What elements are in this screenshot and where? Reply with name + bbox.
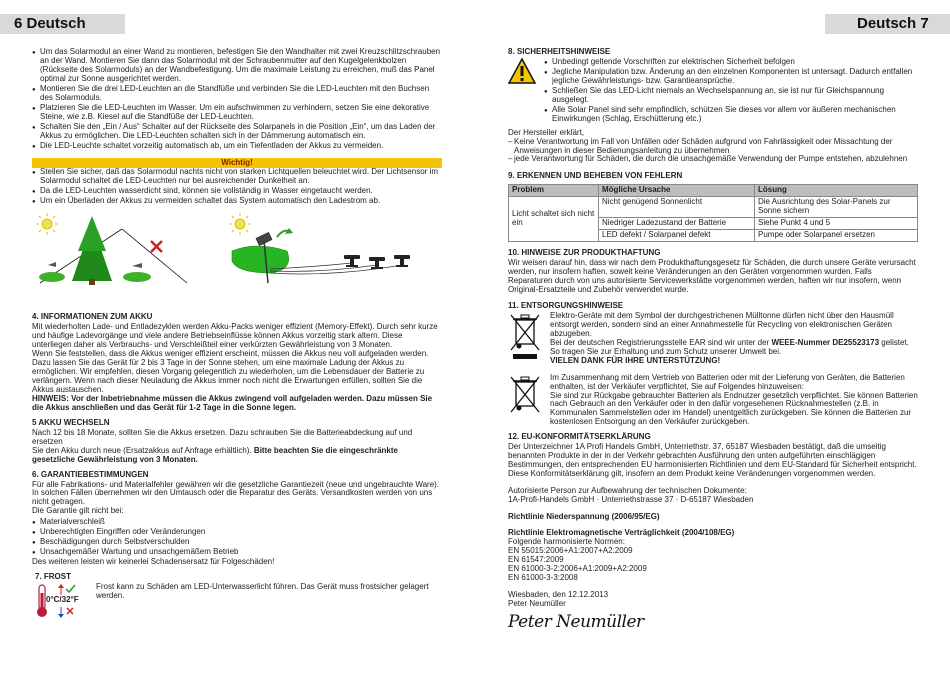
troubleshooting-table <box>508 184 918 242</box>
weee-row <box>508 312 918 366</box>
section-12-title: 12. EU-KONFORMITÄTSERKLÄRUNG <box>508 432 651 442</box>
list-item: ● Da die LED-Leuchten wasserdicht sind, können sie vollständig in Wasser eingetaucht werden. <box>32 187 442 196</box>
installation-steps <box>32 48 442 150</box>
section-8-text: Der Hersteller erklärt, <box>508 127 585 137</box>
table-cell: Pumpe oder Solarpanel ersetzen <box>755 230 918 242</box>
table-cell: Niedriger Ladezustand der Batterie <box>599 218 755 230</box>
list-item: ● Beschädigungen durch Selbstverschulden <box>32 538 442 547</box>
list-item: ● Schließen Sie das LED-Licht niemals an Wechselspannung an, sie ist nur für Gleichspannung ausgelegt. <box>544 87 918 105</box>
section-6-title: 6. GARANTIEBESTIMMUNGEN <box>32 469 149 479</box>
led-light-icon <box>344 255 410 269</box>
cross-icon <box>151 241 162 252</box>
section-4-text-2: Wenn Sie feststellen, dass die Akkus weniger effizient erscheint, müssen die Akkus neu voll aufgeladen werden. Dazu lassen Sie das Gerät für 2 bis 3 Tage in der Sonne stehen, um eine maximale Ladung der Akkus zu ermöglichen. Wir empfehlen, diesen Vorgang gelegentlich zu wiederholen, um die Lebensdauer der Batterie zu verlängern. Wenn nach dieser Neuladung die Akkus immer noch nicht die Erwartungen erfüllen, sollten Sie die Akkus austauschen. <box>32 349 429 394</box>
section-10-title: 10. HINWEISE ZUR PRODUKTHAFTUNG <box>508 248 661 258</box>
page-header-left: 6 Deutsch <box>0 14 125 34</box>
table-header: Problem <box>509 185 599 197</box>
solar-setup-drawing <box>32 211 442 307</box>
section-8-title: 8. SICHERHEITSHINWEISE <box>508 47 611 56</box>
battery-row <box>508 374 918 428</box>
thanks-text: VIELEN DANK FÜR IHRE UNTERSTÜTZUNG! <box>550 355 721 365</box>
section-10-text: Wir weisen darauf hin, dass wir nach dem Produkthaftungsgesetz für Schäden, die durch unsere Geräte verursacht werden, nur insofern haften, soweit keine Veränderungen an den Geräten vorgenommen wurden. Falls Reparaturen durch von uns autorisierte Servicewerkstätte vorgenommen werden, haften wir nur insofern, wenn Original-Ersatzteile und Zubehör verwendet wurde. <box>508 258 916 294</box>
section-4-hint: HINWEIS: Vor der Inbetriebnahme müssen die Akkus zwingend voll aufgeladen werden. Dazu müssen Sie die Akkus anschließen und das Gerät für 1-2 Tage in die Sonne legen. <box>32 393 433 412</box>
list-item: ● Um ein Überladen der Akkus zu vermeiden schaltet das System automatisch den Ladestrom ab. <box>32 197 442 206</box>
section-11-text-3: Im Zusammenhang mit dem Vertrieb von Batterien oder mit der Lieferung von Geräten, die Batterien enthalten, ist der Verkäufer verpflichtet, Sie auf Folgendes hinzuweisen: <box>550 372 905 391</box>
signatory-name: Peter Neumüller <box>508 598 566 608</box>
list-item: – jede Verantwortung für Schäden, die durch die unsachgemäße Verwendung der Pumpe entstehen, abzulehnen <box>508 155 918 164</box>
safety-row <box>508 58 918 125</box>
weee-number: WEEE-Nummer DE25523173 <box>771 337 880 347</box>
section-11-title: 11. ENTSORGUNGSHINWEISE <box>508 300 624 310</box>
section-12-auth: Autorisierte Person zur Aufbewahrung der technischen Dokumente: <box>508 486 747 496</box>
list-item: ● Materialverschleiß <box>32 518 442 527</box>
norm-item: EN 61000-3-2:2006+A1:2009+A2:2009 <box>508 563 647 573</box>
warning-banner: Wichtig! <box>32 158 442 168</box>
section-12-text: Der Unterzeichner 1A Profi Handels GmbH, Unterriethstr. 37, 65187 Wiesbaden bestätigt, daß die umseitig benannten Produkte in der in der Verkehr gebrachten Ausführung den unten aufgeführten einschlägigen Bestimmungen, den entsprechenden EU harmonisierten Richtlinien und dem EU-Standard für Sicherheit entspricht. <box>508 442 917 470</box>
table-row <box>509 197 918 218</box>
norm-item: EN 55015:2006+A1:2007+A2:2009 <box>508 545 633 555</box>
list-item: ● Unbedingt geltende Vorschriften zur elektrischen Sicherheit befolgen <box>544 58 918 67</box>
list-item: ● Montieren Sie die drei LED-Leuchten an die Standfüße und verbinden Sie die LED-Leuchten mit den Buchsen des Solarmoduls. <box>32 85 442 103</box>
table-cell: Siehe Punkt 4 und 5 <box>755 218 918 230</box>
directive-low-voltage: Richtlinie Niederspannung (2006/95/EG) <box>508 511 660 521</box>
section-5-text-2 <box>32 447 442 465</box>
sun-icon <box>36 213 58 235</box>
thermometer-icon <box>32 583 88 619</box>
manufacturer-disclaimer <box>508 138 918 165</box>
left-column <box>32 48 442 619</box>
list-item: ● Um das Solarmodul an einer Wand zu montieren, befestigen Sie den Wandhalter mit zwei Kreuzschlitzschrauben an der Wand. Montieren Sie dann das Solarmodul mit der Schraubenmutter auf den Kugelgelenkbolzen (Rückseite des Solarmoduls) an der Wandbefestigung. Um die maximale Leistung zu erreichen, muß das Panel optimal zur Sonne ausgerichtet werden. <box>32 48 442 84</box>
safety-list <box>544 58 918 125</box>
table-header: Mögliche Ursache <box>599 185 755 197</box>
section-11-text-2 <box>550 339 918 357</box>
section-12-auth-2: 1A-Profi-Handels GmbH · Unterriethstrasse 37 · D-65187 Wiesbaden <box>508 495 754 505</box>
warning-list <box>32 168 442 206</box>
list-item: – Keine Verantwortung im Fall von Unfällen oder Schäden aufgrund von Fahrlässigkeit oder Missachtung der Anweisungen in dieser Bedienungsanleitung zu übernehmen <box>508 138 918 156</box>
list-item: ● Unsachgemäßer Wartung und unsachgemäßem Betrieb <box>32 548 442 557</box>
table-cell: Nicht genügend Sonnenlicht <box>599 197 755 218</box>
right-column <box>508 48 918 632</box>
weee-text-a: Bei der deutschen Registrierungsstelle EAR sind wir unter der <box>550 337 772 347</box>
weee-text-b: gelistet. So tragen Sie zur Erhaltung und zum Schutz unserer Umwelt bei. <box>550 337 909 356</box>
list-item: ● Platzieren Sie die LED-Leuchten im Wasser. Um ein aufschwimmen zu verhindern, setzen Sie eine dekorative Steine, wie z.B. Kiesel auf die Standfüße der LED-Leuchten. <box>32 104 442 122</box>
tree-icon <box>72 216 112 285</box>
directive-emc: Richtlinie Elektromagnetische Verträglichkeit (2004/108/EG) <box>508 527 735 537</box>
section-6-text-3: Des weiteren leisten wir keinerlei Schadensersatz für Folgeschäden! <box>32 557 275 567</box>
section-4-title: 4. INFORMATIONEN ZUM AKKU <box>32 312 153 322</box>
crossed-battery-bin-icon <box>508 374 542 414</box>
frost-row <box>32 583 442 619</box>
warranty-exclusions <box>32 518 442 557</box>
section-5-text: Nach 12 bis 18 Monate, sollten Sie die Akkus ersetzen. Dazu schrauben Sie die Batterieabdeckung auf und ersetzen <box>32 427 413 446</box>
norm-item: EN 61000-3-3:2008 <box>508 572 578 582</box>
list-item: ● Schalten Sie den „Ein / Aus“ Schalter auf der Rückseite des Solarpanels in die Position „Ein“, um das Laden der Akkus zu ermöglichen. Die LED-Leuchten schalten sich in der Dämmerung automatisch ein. <box>32 123 442 141</box>
list-item: ● Unberechtigten Eingriffen oder Veränderungen <box>32 528 442 537</box>
section-6-text: Für alle Fabrikations- und Materialfehler gewähren wir die gesetzliche Garantiezeit (neue und ungebrauchte Ware). In solchen Fällen übernehmen wir den Umtausch oder die Reparatur des Geräts. Versandkosten werden von uns nicht getragen. <box>32 479 440 507</box>
table-cell: Licht schaltet sich nicht ein <box>509 197 599 242</box>
place-date: Wiesbaden, den 12.12.2013 <box>508 589 609 599</box>
section-5-bold: Bitte beachten Sie die eingeschränkte gesetzliche Gewährleistung von 3 Monaten. <box>32 445 398 464</box>
section-12-text-2: Diese Konformitätserklärung gilt, insofern an dem Produkt keine Veränderungen vorgenommen werden. <box>508 469 876 479</box>
signature: Peter Neumüller <box>508 611 644 632</box>
list-item: ● Stellen Sie sicher, daß das Solarmodul nachts nicht von starken Lichtquellen beleuchtet wird. Der Lichtsensor im Solarmodul schaltet die LED-Leuchten nur bei ausreichender Dunkelheit an. <box>32 168 442 186</box>
section-7-title: 7. FROST <box>35 572 72 582</box>
list-item: ● Alle Solar Panel sind sehr empfindlich, schützen Sie dieses vor allem vor äußeren mechanischen Einwirkungen (Schlag, Erschütterung etc.) <box>544 106 918 124</box>
frost-temperature: 0°C/32°F <box>46 595 79 605</box>
section-9-title: 9. ERKENNEN UND BEHEBEN VON FEHLERN <box>508 171 683 181</box>
table-header: Lösung <box>755 185 918 197</box>
sun-icon <box>229 213 251 235</box>
list-item: ● Jegliche Manipulation bzw. Änderung an den einzelnen Komponenten ist untersagt. Dadurch entfallen jegliche Gewährleistungs- bzw. Garantieansprüche. <box>544 68 918 86</box>
table-cell: LED defekt / Solarpanel defekt <box>599 230 755 242</box>
installation-illustration <box>32 211 442 307</box>
norm-item: EN 61547:2009 <box>508 554 564 564</box>
section-6-text-2: Die Garantie gilt nicht bei: <box>32 506 124 516</box>
crossed-bin-icon <box>508 312 542 362</box>
norms-label: Folgende harmonisierte Normen: <box>508 536 625 546</box>
section-11-text: Elektro-Geräte mit dem Symbol der durchgestrichenen Mülltonne dürfen nicht über den Hausmüll entsorgt werden, sondern sind an einer Annahmestelle für Recycling von elektronischen Geräten abzugeben. <box>550 310 894 338</box>
section-11-text-4: Sie sind zur Rückgabe gebrauchter Batterien als Endnutzer gesetzlich verpflichtet. Sie können Batterien nach Gebrauch an den Verkäufer oder in den dafür vorgesehenen Rücknahmestellen (z.B. in Kommunalen Sammelstellen oder im Handel) unentgeltlich zurückgeben. Sie können die Batterien zur kostenlosen Entsorgung an den Verkäufer zurückgeben. <box>550 390 918 427</box>
warning-triangle-icon <box>508 58 536 84</box>
list-item: ● Die LED-Leuchte schaltet vorzeitig automatisch ab, um ein Tiefentladen der Akkus zu vermeiden. <box>32 142 442 151</box>
section-5-text-plain: Sie den Akku durch neue (Ersatzakkus auf Anfrage erhältlich). <box>32 445 252 455</box>
table-cell: Die Ausrichtung des Solar-Panels zur Sonne sichern <box>755 197 918 218</box>
section-4-text: Mit wiederholten Lade- und Entladezyklen werden Akku-Packs weniger effizient (Memory-Effekt). Durch sehr kurze und häufige Ladevorgänge und viele andere Betriebseinflüsse können Akkus vorzeitig stark altern. Diese unterliegen daher als Verbrauchs- und Verschleißteil einer verkürzten Gewährleistung von 3 Monaten. <box>32 322 438 350</box>
page-header-right: Deutsch 7 <box>825 14 950 34</box>
section-7-text: Frost kann zu Schäden am LED-Unterwasserlicht führen. Das Gerät muss frostsicher gelagert werden. <box>96 582 429 600</box>
section-5-title: 5 AKKU WECHSELN <box>32 417 110 427</box>
